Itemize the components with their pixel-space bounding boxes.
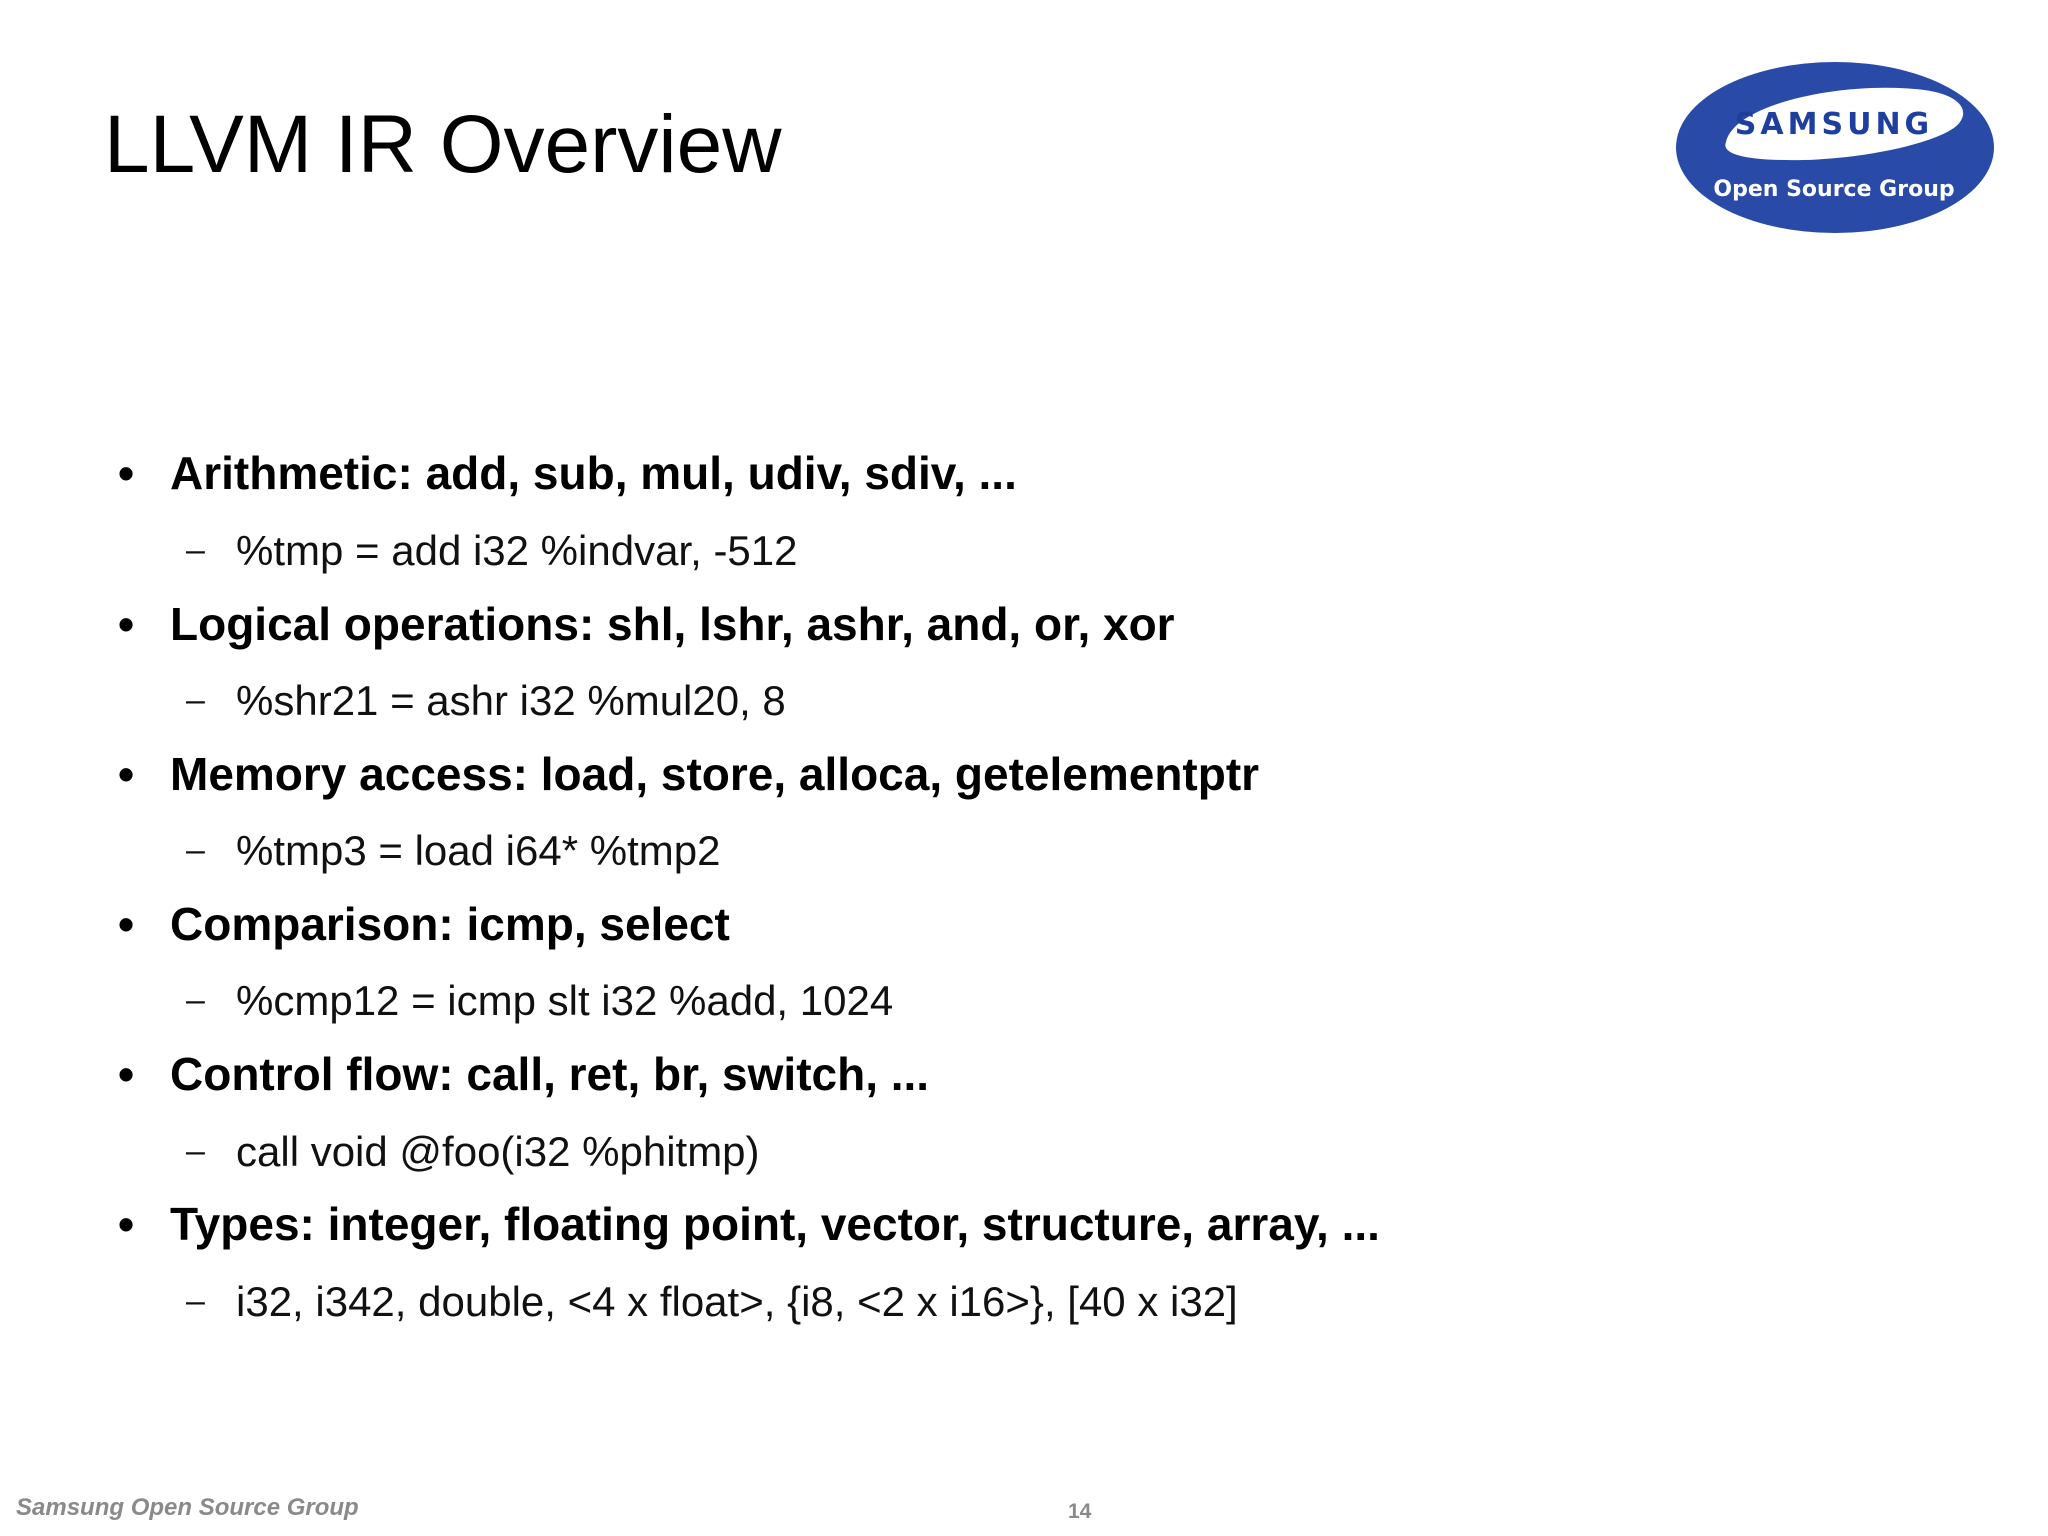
sub-bullet-marker: – xyxy=(186,831,205,869)
logo-subtitle-text: Open Source Group xyxy=(1713,177,1955,202)
bullet-marker: • xyxy=(118,598,135,650)
code-example: %shr21 = ashr i32 %mul20, 8 xyxy=(236,677,786,724)
footer-organization: Samsung Open Source Group xyxy=(16,1494,359,1521)
bullet-heading: Logical operations: shl, lshr, ashr, and, or, xor xyxy=(170,598,1175,650)
bullet-heading: Types: integer, floating point, vector, structure, array, ... xyxy=(170,1198,1380,1250)
sub-bullet-marker: – xyxy=(186,1282,205,1320)
bullet-marker: • xyxy=(118,1048,135,1100)
bullet-item xyxy=(118,447,1017,499)
bullet-heading: Arithmetic: add, sub, mul, udiv, sdiv, ... xyxy=(170,447,1017,499)
sub-bullet-item xyxy=(186,677,786,724)
code-example: i32, i342, double, <4 x float>, {i8, <2 x i16>}, [40 x i32] xyxy=(236,1278,1238,1325)
sub-bullet-marker: – xyxy=(186,1132,205,1170)
sub-bullet-marker: – xyxy=(186,531,205,569)
logo-brand-text: SAMSUNG xyxy=(1734,107,1934,142)
code-example: %tmp3 = load i64* %tmp2 xyxy=(236,827,721,874)
bullet-marker: • xyxy=(118,1198,135,1250)
code-example: %tmp = add i32 %indvar, -512 xyxy=(236,527,798,574)
page-number: 14 xyxy=(1068,1500,1092,1523)
slide-title: LLVM IR Overview xyxy=(104,99,782,190)
bullet-heading: Memory access: load, store, alloca, getelementptr xyxy=(170,748,1260,800)
sub-bullet-marker: – xyxy=(186,981,205,1019)
sub-bullet-item xyxy=(186,1278,1238,1325)
code-example: %cmp12 = icmp slt i32 %add, 1024 xyxy=(236,977,894,1024)
sub-bullet-marker: – xyxy=(186,681,205,719)
sub-bullet-item xyxy=(186,977,894,1024)
bullet-item xyxy=(118,898,730,950)
bullet-marker: • xyxy=(118,447,135,499)
bullet-item xyxy=(118,1198,1380,1250)
bullet-marker: • xyxy=(118,898,135,950)
sub-bullet-item xyxy=(186,1128,760,1175)
bullet-item xyxy=(118,1048,930,1100)
bullet-item xyxy=(118,598,1175,650)
sub-bullet-item xyxy=(186,827,721,874)
bullet-item xyxy=(118,748,1260,800)
bullet-heading: Control flow: call, ret, br, switch, ... xyxy=(170,1048,930,1100)
code-example: call void @foo(i32 %phitmp) xyxy=(236,1128,760,1175)
bullet-marker: • xyxy=(118,748,135,800)
sub-bullet-item xyxy=(186,527,798,574)
bullet-heading: Comparison: icmp, select xyxy=(170,898,730,950)
